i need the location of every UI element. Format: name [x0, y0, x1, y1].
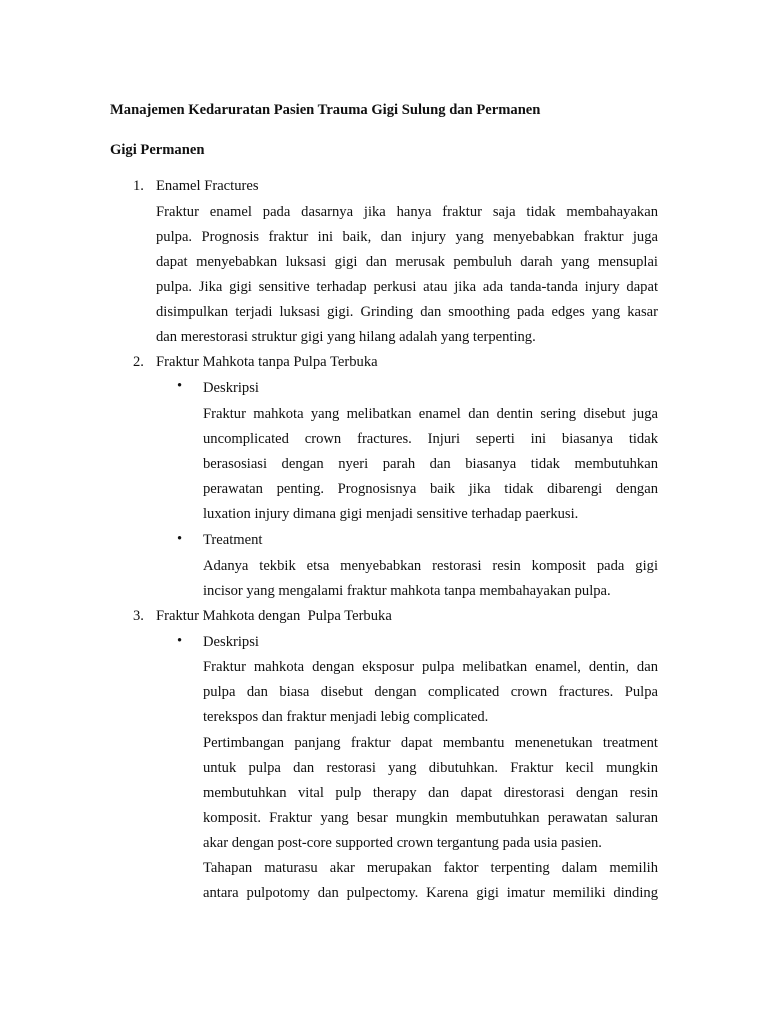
paragraph-line: pulpa. Jika gigi sensitive terhadap perkusi atau jika ada tanda-tanda injury dapat [156, 279, 658, 295]
paragraph-line: pulpa. Prognosis fraktur ini baik, dan injury yang menyebabkan fraktur juga [156, 229, 658, 245]
paragraph-line: dan merestorasi struktur gigi yang hilang adalah yang terpenting. [156, 329, 536, 345]
paragraph-line: membutuhkan vital pulp therapy dan dapat direstorasi dengan resin [203, 785, 658, 801]
paragraph-line: Fraktur mahkota yang melibatkan enamel dan dentin sering disebut juga [203, 406, 658, 422]
list-item-heading: Enamel Fractures [156, 178, 259, 194]
document-title: Manajemen Kedaruratan Pasien Trauma Gigi Sulung dan Permanen [110, 102, 541, 118]
paragraph-line: Tahapan maturasu akar merupakan faktor terpenting dalam memilih [203, 860, 658, 876]
list-number: 3. [133, 608, 144, 624]
list-item-heading: Fraktur Mahkota dengan Pulpa Terbuka [156, 608, 392, 624]
paragraph-line: incisor yang mengalami fraktur mahkota tanpa membahayakan pulpa. [203, 583, 611, 599]
paragraph-line: perawatan penting. Prognosisnya baik jika tidak dibarengi dengan [203, 481, 658, 497]
bullet-icon: • [177, 633, 183, 649]
list-number: 2. [133, 354, 144, 370]
list-number: 1. [133, 178, 144, 194]
paragraph-line: pulpa dan biasa disebut dengan complicated crown fractures. Pulpa [203, 684, 658, 700]
paragraph-line: Fraktur mahkota dengan eksposur pulpa melibatkan enamel, dentin, dan [203, 659, 658, 675]
bullet-label: Deskripsi [203, 380, 259, 396]
paragraph-line: disimpulkan terjadi luksasi gigi. Grinding dan smoothing pada edges yang kasar [156, 304, 658, 320]
list-item-heading: Fraktur Mahkota tanpa Pulpa Terbuka [156, 354, 378, 370]
paragraph-line: Adanya tekbik etsa menyebabkan restorasi resin komposit pada gigi [203, 558, 658, 574]
paragraph-line: akar dengan post-core supported crown tergantung pada usia pasien. [203, 835, 602, 851]
paragraph-line: antara pulpotomy dan pulpectomy. Karena gigi imatur memiliki dinding [203, 885, 658, 901]
paragraph-line: berasosiasi dengan nyeri parah dan biasanya tidak membutuhkan [203, 456, 658, 472]
paragraph-line: komposit. Fraktur yang besar mungkin membutuhkan perawatan saluran [203, 810, 658, 826]
paragraph-line: terekspos dan fraktur menjadi lebig complicated. [203, 709, 489, 725]
paragraph-line: luxation injury dimana gigi menjadi sensitive terhadap paerkusi. [203, 506, 579, 522]
section-title: Gigi Permanen [110, 142, 205, 158]
paragraph-line: dapat menyebabkan luksasi gigi dan merusak pembuluh darah yang mensuplai [156, 254, 658, 270]
paragraph-line: Pertimbangan panjang fraktur dapat membantu menenetukan treatment [203, 735, 658, 751]
bullet-icon: • [177, 378, 183, 394]
paragraph-line: Fraktur enamel pada dasarnya jika hanya fraktur saja tidak membahayakan [156, 204, 658, 220]
bullet-label: Treatment [203, 532, 263, 548]
bullet-icon: • [177, 531, 183, 547]
bullet-label: Deskripsi [203, 634, 259, 650]
paragraph-line: untuk pulpa dan restorasi yang dibutuhkan. Fraktur kecil mungkin [203, 760, 658, 776]
paragraph-line: uncomplicated crown fractures. Injuri seperti ini biasanya tidak [203, 431, 658, 447]
